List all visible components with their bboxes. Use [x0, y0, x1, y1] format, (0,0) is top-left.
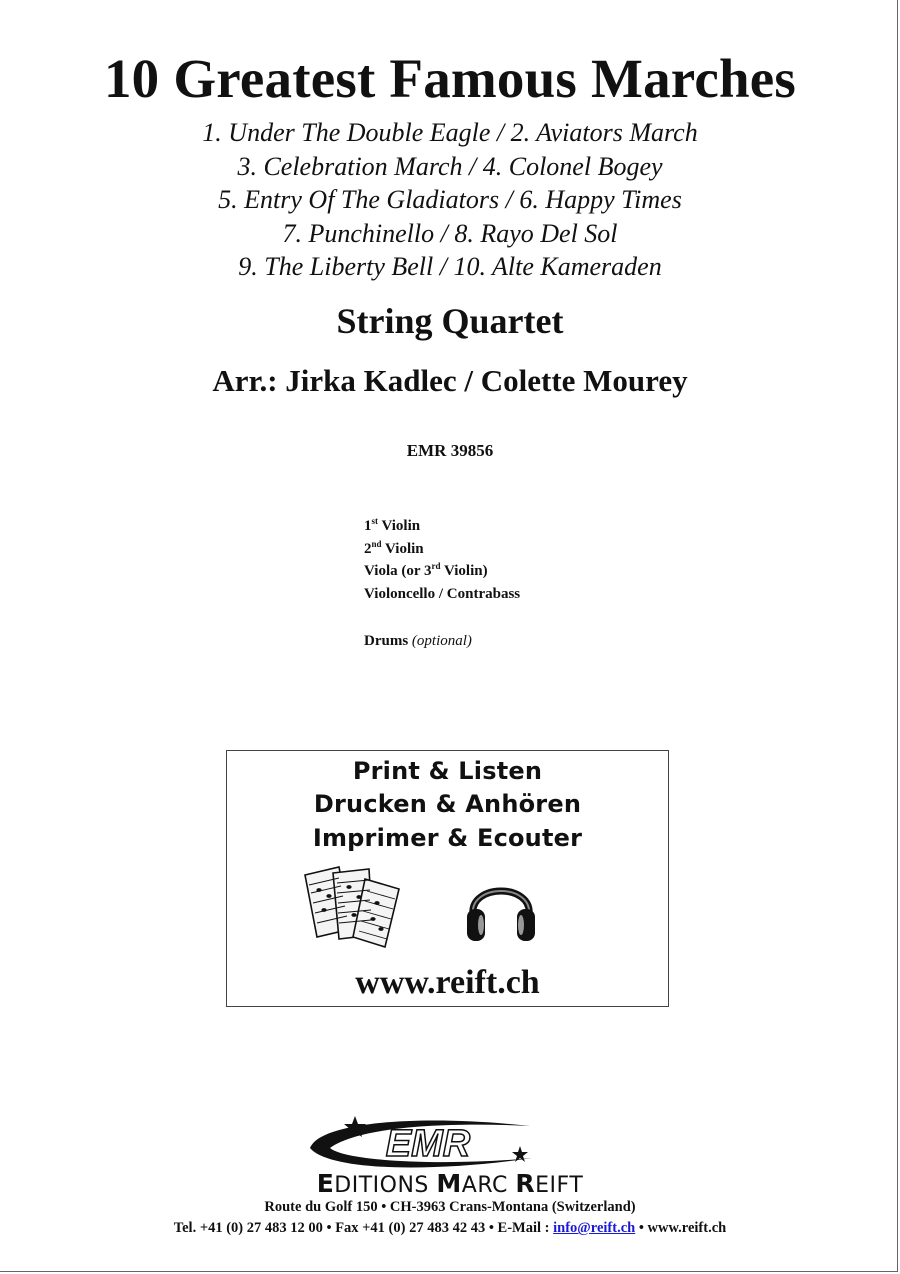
catalog-number: EMR 39856: [406, 441, 494, 460]
sheet-music-icon: [299, 863, 411, 949]
part-viola: Viola (or 3rd Violin): [364, 561, 488, 579]
instrumentation-heading: String Quartet: [336, 301, 564, 341]
publisher-name: EDITIONS MARC REIFT: [316, 1169, 584, 1198]
promo-line-french: Imprimer & Ecouter: [312, 824, 583, 852]
drums-label: Drums: [364, 633, 409, 649]
march-line: 5. Entry Of The Gladiators / 6. Happy Times: [218, 185, 682, 214]
march-line: 7. Punchinello / 8. Rayo Del Sol: [282, 218, 618, 248]
contact-phone-fax: Tel. +41 (0) 27 483 12 00 • Fax +41 (0) 27 483 42 43 • E-Mail :: [173, 1220, 550, 1236]
promo-website[interactable]: www.reift.ch: [355, 964, 540, 1001]
promo-line-german: Drucken & Anhören: [313, 790, 582, 818]
drums-optional-note: (optional): [411, 633, 472, 649]
march-list: [0, 116, 900, 284]
emr-logo: [300, 1108, 550, 1174]
email-link[interactable]: info@reift.ch: [553, 1220, 636, 1236]
arranger-credit: Arr.: Jirka Kadlec / Colette Mourey: [212, 363, 688, 398]
promo-line-english: Print & Listen: [352, 757, 543, 785]
publisher-address: Route du Golf 150 • CH-3963 Crans-Montana (Switzerland): [264, 1199, 636, 1215]
page-title: 10 Greatest Famous Marches: [103, 48, 797, 109]
contact-website[interactable]: • www.reift.ch: [638, 1220, 727, 1236]
parts-list: [364, 515, 520, 605]
part-violin-2: 2nd Violin: [364, 538, 424, 557]
march-line: 1. Under The Double Eagle / 2. Aviators March: [202, 118, 698, 147]
part-violin-1: 1st Violin: [364, 516, 421, 534]
part-drums: [364, 630, 472, 652]
march-line: 9. The Liberty Bell / 10. Alte Kameraden: [238, 252, 662, 281]
print-listen-box: [226, 750, 669, 1007]
march-line: 3. Celebration March / 4. Colonel Bogey: [237, 151, 663, 181]
emr-logo-text: EMR: [385, 1123, 471, 1165]
publisher-contact: [0, 1217, 900, 1239]
headphones-icon: [463, 869, 539, 947]
part-cello: Violoncello / Contrabass: [364, 585, 521, 602]
